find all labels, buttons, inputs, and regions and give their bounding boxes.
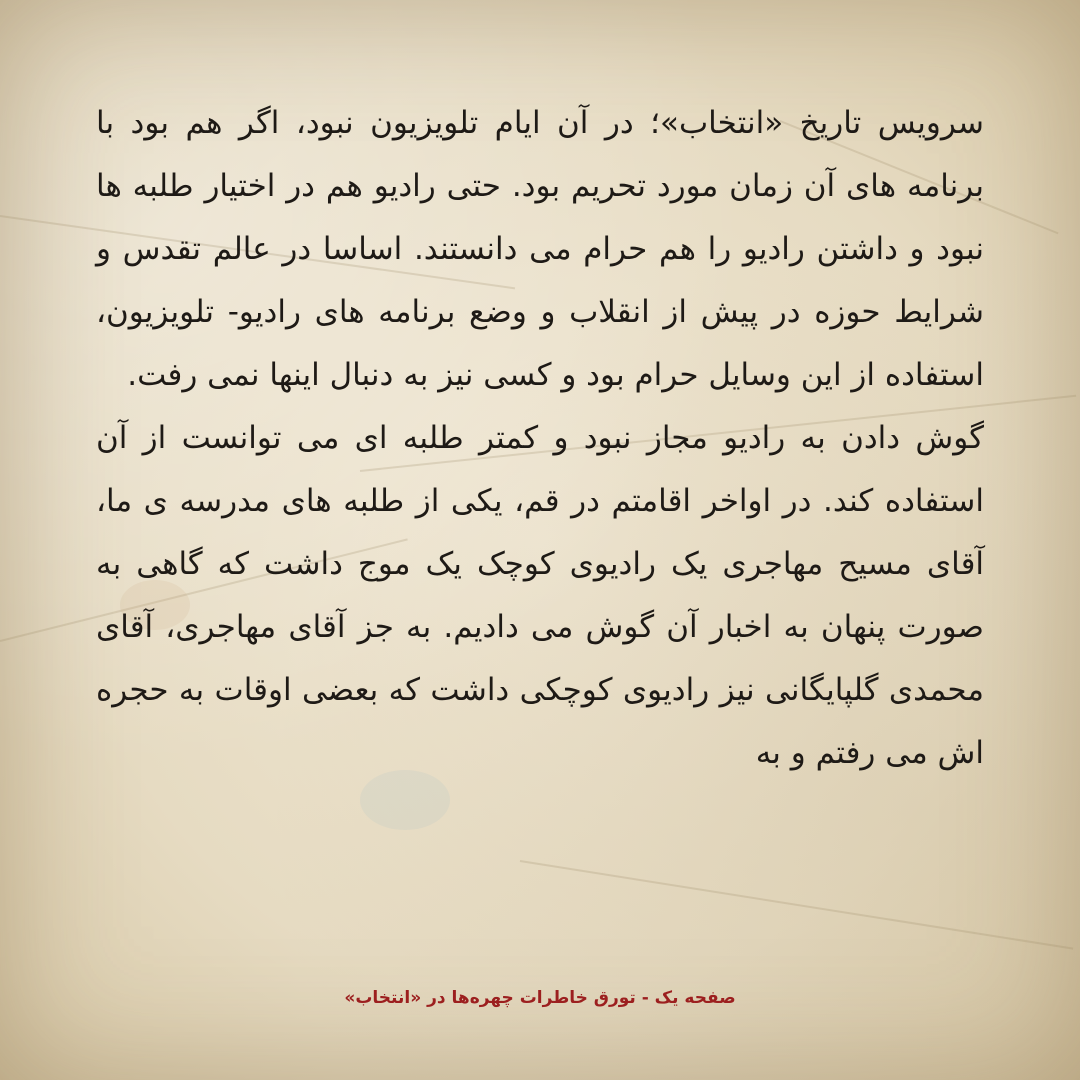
paragraph-2: گوش دادن به رادیو مجاز نبود و کمتر طلبه ای می توانست از آن استفاده کند. در اواخر اقامتم در قم، یکی از طلبه های مدرسه ی ما، آقای مسیح مهاجری یک رادیوی کوچک یک موج داشت که گاهی به صورت پنهان به اخبار آن گوش می دادیم. به جز آقای مهاجری، آقای محمدی گلپایگانی نیز رادیوی کوچکی داشت که بعضی اوقات به حجره اش می رفتم و به — [96, 420, 984, 771]
paragraph-1: سرویس تاریخ «انتخاب»؛ در آن ایام تلویزیون نبود، اگر هم بود با برنامه های آن زمان مورد تحریم بود. حتی رادیو هم در اختیار طلبه ها نبود و داشتن رادیو را هم حرام می دانستند. اساسا در عالم تقدس و شرایط حوزه در پیش از انقلاب و وضع برنامه های رادیو- تلویزیون، استفاده از این وسایل حرام بود و کسی نیز به دنبال اینها نمی رفت. — [96, 105, 984, 393]
paper-crease — [520, 860, 1073, 950]
page-caption: صفحه یک - تورق خاطرات چهره‌ها در «انتخاب» — [344, 988, 736, 1008]
body-text — [96, 92, 984, 785]
